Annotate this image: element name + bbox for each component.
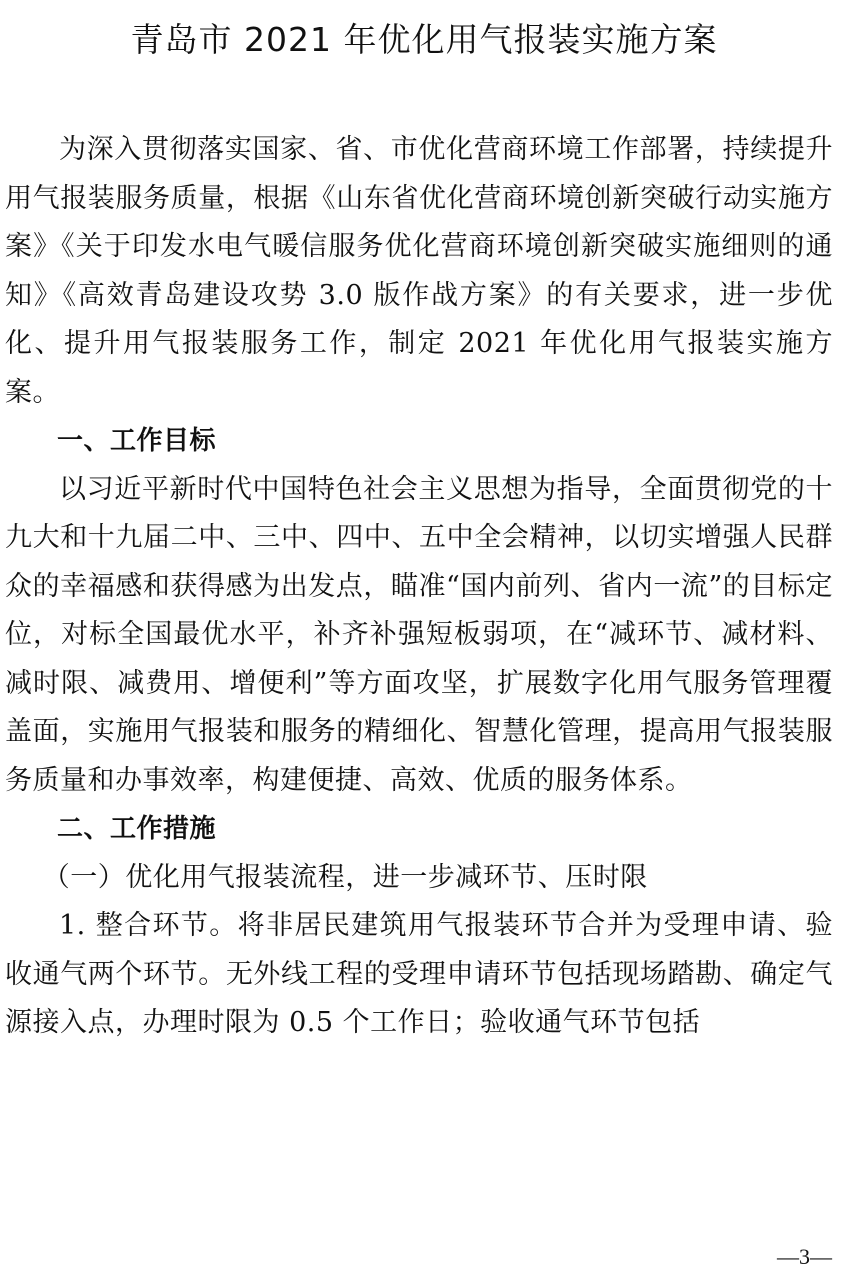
body-paragraph: 1. 整合环节。将非居民建筑用气报装环节合并为受理申请、验收通气两个环节。无外线工程的受理申请环节包括现场踏勘、确定气源接入点，办理时限为 0.5 个工作日；验收通气环节包括 — [5, 910, 833, 1038]
subsection-heading: （一）优化用气报装流程，进一步减环节、压时限 — [42, 861, 648, 893]
document-body — [5, 126, 833, 1048]
page-number: —3— — [777, 1244, 832, 1269]
body-paragraph: 为深入贯彻落实国家、省、市优化营商环境工作部署，持续提升用气报装服务质量，根据《山东省优化营商环境创新突破行动实施方案》《关于印发水电气暖信服务优化营商环境创新突破实施细则的通知》《高效青岛建设攻势 3.0 版作战方案》的有关要求，进一步优化、提升用气报装服务工作，制定 2021 年优化用气报装实施方案。 — [5, 134, 833, 408]
body-paragraph: 以习近平新时代中国特色社会主义思想为指导，全面贯彻党的十九大和十九届二中、三中、四中、五中全会精神，以切实增强人民群众的幸福感和获得感为出发点，瞄准“国内前列、省内一流”的目标定位，对标全国最优水平，补齐补强短板弱项，在“减环节、减材料、减时限、减费用、增便利”等方面攻坚，扩展数字化用气服务管理覆盖面，实施用气报装和服务的精细化、智慧化管理，提高用气报装服务质量和办事效率，构建便捷、高效、优质的服务体系。 — [5, 473, 833, 796]
section-heading: 一、工作目标 — [57, 426, 217, 456]
section-heading: 二、工作措施 — [57, 814, 217, 844]
document-title: 青岛市 2021 年优化用气报装实施方案 — [130, 20, 718, 59]
